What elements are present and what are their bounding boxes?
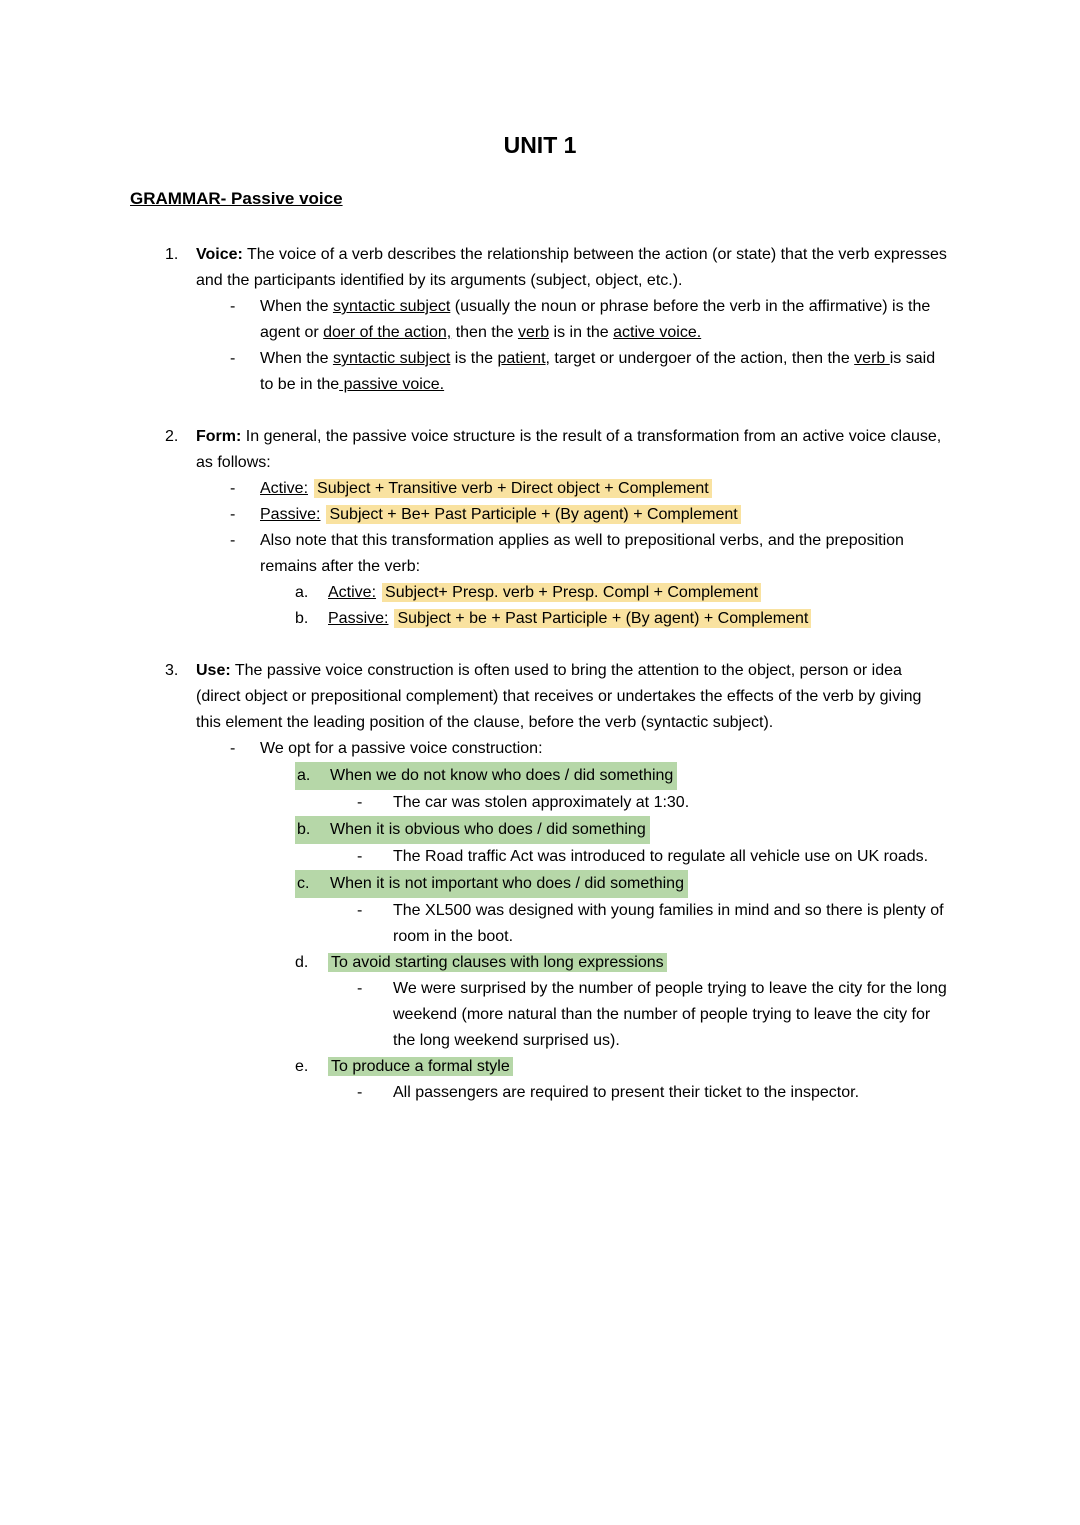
bullet-dash: -: [230, 740, 236, 757]
form-passive-line: [260, 502, 950, 528]
example-text: The XL500 was designed with young families in mind and so there is plenty of room in the boot.: [393, 902, 944, 945]
list-number: 2.: [165, 428, 179, 445]
text-run: , target or undergoer of the action, then the: [545, 350, 855, 367]
use-case-e-title: [328, 1054, 950, 1080]
text-run: Also note that this transformation applies as well to prepositional verbs, and the preposition remains after the verb:: [260, 532, 904, 575]
underlined-text: Active:: [260, 480, 309, 497]
underlined-text: syntactic subject: [332, 350, 451, 367]
use-case-c-title: [295, 870, 688, 898]
form-bullet-note: [230, 528, 950, 580]
use-case-d-title: [328, 950, 950, 976]
use-intro: [196, 658, 950, 736]
form-sub-passive: [295, 606, 950, 632]
use-case-a-example: [357, 790, 950, 816]
form-bullet-active: [230, 476, 950, 502]
use-case-b-title: [295, 816, 650, 844]
form-active-line: [260, 476, 950, 502]
bullet-dash: -: [357, 980, 363, 997]
use-case-c: [295, 870, 950, 898]
section-heading: GRAMMAR- Passive voice: [130, 189, 343, 208]
underlined-text: verb: [517, 324, 550, 341]
list-number: 1.: [165, 246, 179, 263]
text-run: In general, the passive voice structure is the result of a transformation from an active voice clause, as follows:: [196, 428, 942, 471]
example-text: We were surprised by the number of people trying to leave the city for the long weekend (more natural than the number of people trying to leave the city for the long weekend surprised us).: [393, 980, 947, 1049]
highlighted-text: When we do not know who does / did something: [330, 767, 674, 784]
list-letter: a.: [295, 584, 309, 601]
highlighted-text: When it is not important who does / did something: [330, 875, 684, 892]
highlighted-text: When it is obvious who does / did something: [330, 821, 646, 838]
use-bullet-opt: [230, 736, 950, 762]
use-case-c-example: [357, 898, 950, 950]
underlined-text: Passive:: [328, 610, 389, 627]
text-run: is in the: [549, 324, 614, 341]
form-label: Form:: [196, 428, 242, 445]
underlined-text: passive voice.: [339, 376, 445, 393]
bullet-dash: -: [357, 794, 363, 811]
bullet-dash: -: [357, 848, 363, 865]
form-sub-active: [295, 580, 950, 606]
underlined-text: doer of the action,: [323, 324, 452, 341]
form-intro: [196, 424, 950, 476]
voice-bullet-active: [230, 294, 950, 346]
text-run: We opt for a passive voice construction:: [260, 740, 543, 757]
page-title: UNIT 1: [503, 132, 577, 158]
voice-body: [196, 242, 950, 398]
text-run: then the: [451, 324, 518, 341]
use-case-b: [295, 816, 950, 844]
form-body: [196, 424, 950, 632]
underlined-text: Passive:: [260, 506, 321, 523]
underlined-text: Active:: [328, 584, 377, 601]
form-bullet-passive: [230, 502, 950, 528]
use-case-a: [295, 762, 950, 790]
voice-bullet-passive: [230, 346, 950, 398]
list-letter: c.: [297, 875, 310, 892]
text-run: is said to be in the: [260, 350, 936, 393]
use-case-b-example: [357, 844, 950, 870]
text-run: is the: [450, 350, 498, 367]
bullet-dash: -: [230, 350, 236, 367]
voice-bullet-passive-text: [260, 346, 950, 398]
highlighted-text: Subject + be + Past Participle + (By agent) + Complement: [394, 609, 811, 628]
list-item-form: [130, 424, 950, 632]
underlined-text: syntactic subject: [332, 298, 451, 315]
list-letter: a.: [297, 767, 311, 784]
voice-bullet-active-text: [260, 294, 950, 346]
form-note-text: [260, 528, 950, 580]
use-body: [196, 658, 950, 1106]
text-run: The passive voice construction is often used to bring the attention to the object, person or idea (direct object or prepositional complement) that receives or undertakes the effects of the verb by giving this element the leading position of the clause, before the verb (syntactic subject).: [196, 662, 922, 731]
list-letter: b.: [295, 610, 309, 627]
list-letter: e.: [295, 1058, 309, 1075]
example-text: The car was stolen approximately at 1:30.: [393, 794, 690, 811]
use-opt-text: [260, 736, 950, 762]
highlighted-text: Subject + Transitive verb + Direct object + Complement: [314, 479, 712, 498]
use-case-e-example: [357, 1080, 950, 1106]
example-text: The Road traffic Act was introduced to regulate all vehicle use on UK roads.: [393, 848, 929, 865]
form-sub-active-line: [328, 580, 950, 606]
highlighted-text: Subject + Be+ Past Participle + (By agent) + Complement: [326, 505, 740, 524]
bullet-dash: -: [357, 902, 363, 919]
text-run: When the: [260, 350, 333, 367]
highlighted-text: To avoid starting clauses with long expressions: [328, 953, 667, 972]
list-letter: d.: [295, 954, 309, 971]
underlined-text: active voice.: [613, 324, 702, 341]
list-item-voice: [130, 242, 950, 398]
highlighted-text: To produce a formal style: [328, 1057, 513, 1076]
bullet-dash: -: [230, 480, 236, 497]
form-sub-passive-line: [328, 606, 950, 632]
underlined-text: patient: [497, 350, 546, 367]
text-run: (usually the noun or phrase before the verb in the affirmative) is the agent or: [260, 298, 931, 341]
list-item-use: [130, 658, 950, 1106]
highlighted-text: Subject+ Presp. verb + Presp. Compl + Complement: [382, 583, 761, 602]
use-case-a-title: [295, 762, 677, 790]
bullet-dash: -: [230, 506, 236, 523]
voice-label: Voice:: [196, 246, 243, 263]
use-case-d: [295, 950, 950, 976]
use-case-d-example: [357, 976, 950, 1054]
text-run: The voice of a verb describes the relationship between the action (or state) that the verb expresses and the participants identified by its arguments (subject, object, etc.).: [196, 246, 947, 289]
list-number: 3.: [165, 662, 179, 679]
use-case-e: [295, 1054, 950, 1080]
example-text: All passengers are required to present their ticket to the inspector.: [393, 1084, 860, 1101]
bullet-dash: -: [230, 298, 236, 315]
underlined-text: verb: [854, 350, 890, 367]
list-letter: b.: [297, 821, 311, 838]
bullet-dash: -: [230, 532, 236, 549]
use-label: Use:: [196, 662, 231, 679]
text-run: When the: [260, 298, 333, 315]
bullet-dash: -: [357, 1084, 363, 1101]
voice-intro: [196, 242, 950, 294]
